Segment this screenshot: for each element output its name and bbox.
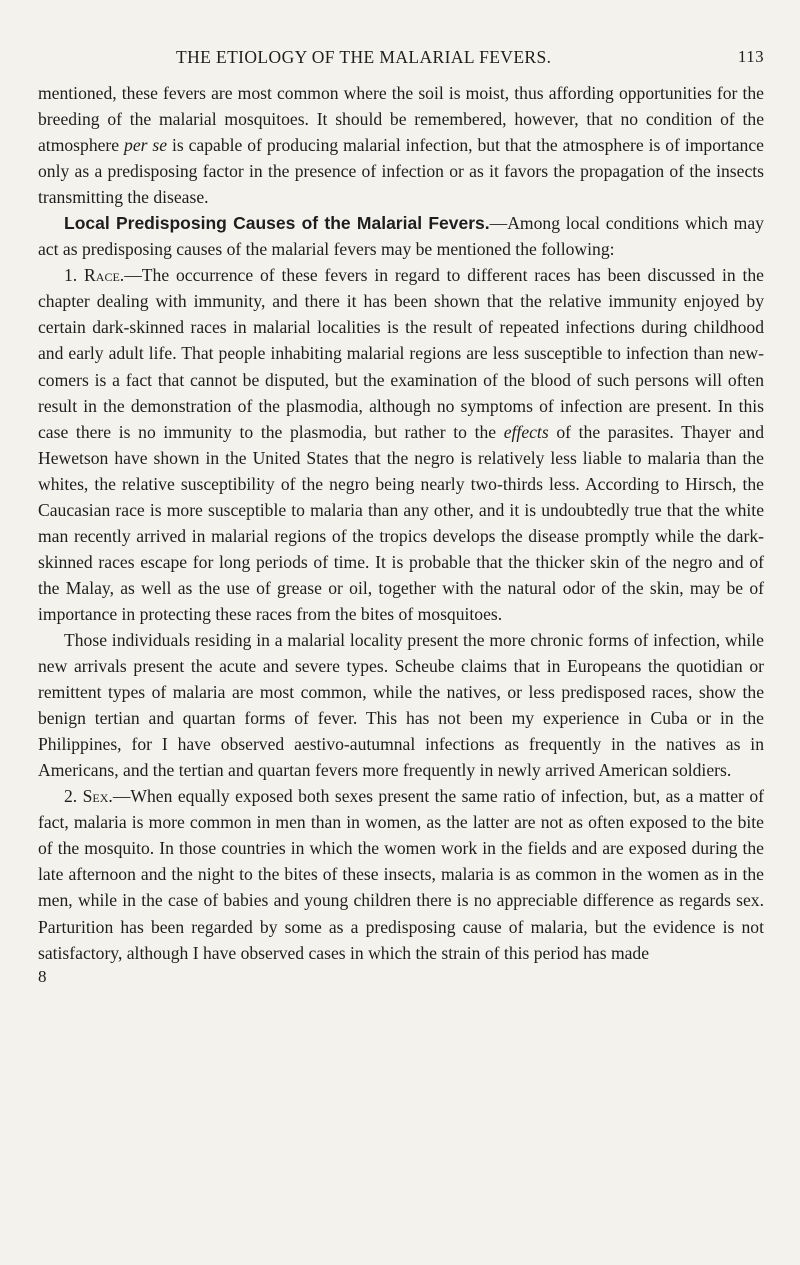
body-text xyxy=(38,80,764,988)
race-italic: effects xyxy=(503,421,549,442)
paragraph-2-text: —Among local conditions which may act as predisposing causes of the malarial fevers may be mentioned the following: xyxy=(38,213,764,260)
book-page xyxy=(38,0,764,988)
paragraph-1-italic: per se xyxy=(124,135,168,156)
paragraph-race xyxy=(38,262,764,627)
paragraph-4-text: Those individuals residing in a malarial locality present the more chronic forms of infection, while new arrivals present the acute and severe types. Scheube claims that in Europeans the quotidian or remittent types of malaria are most common, while the natives, or less predisposed races, show the benign tertian and quartan forms of fever. This has not been my experience in Cuba or in the Philippines, for I have observed aestivo-autumnal infections as frequently in the natives as in Americans, and the tertian and quartan fevers more frequently in newly arrived American soldiers. xyxy=(38,629,764,781)
race-text-a: —The occurrence of these fevers in regard to different races has been discussed in the chapter dealing with immunity, and there it has been shown that the relative immunity enjoyed by certain dark-skinned races in malarial localities is the result of repeated infections during childhood and early adult life. That people inhabiting malarial regions are less susceptible to infection than new-comers is a fact that cannot be disputed, but the examination of the blood of such persons will often result in the demonstration of the plasmodia, although no symptoms of infection are present. In this case there is no immunity to the plasmodia, but rather to the xyxy=(38,265,764,442)
race-text-b: of the parasites. Thayer and Hewetson have shown in the United States that the negro is relatively less liable to malaria than the whites, the relative susceptibility of the negro being nearly two-thirds less. According to Hirsch, the Caucasian race is more susceptible to malaria than any other, and it is undoubtedly true that the white man recently arrived in malarial regions of the tropics develops the disease promptly while the dark-skinned races escape for long periods of time. It is probable that the thicker skin of the negro and of the Malay, as well as the use of grease or oil, together with the natural odor of the skin, may be of importance in protecting these races from the bites of mosquitoes. xyxy=(38,421,765,624)
running-title: THE ETIOLOGY OF THE MALARIAL FEVERS. xyxy=(176,47,552,67)
paragraph-4 xyxy=(38,627,764,783)
paragraph-1 xyxy=(38,80,764,210)
section-heading: Local Predisposing Causes of the Malarial Fevers. xyxy=(64,213,490,234)
paragraph-sex xyxy=(38,783,764,965)
paragraph-1-text: mentioned, these fevers are most common where the soil is moist, thus affording opportunities for the breeding of the malarial mosquitoes. It should be remembered, however, that no condition of the atmosphere xyxy=(38,83,764,156)
paragraph-1-text-rest: is capable of producing malarial infection, but that the atmosphere is of importance only as a predisposing factor in the presence of infection or as it favors the propagation of the insects transmitting the disease. xyxy=(38,135,764,208)
race-label: 1. Race. xyxy=(64,265,125,286)
sex-label: 2. Sex. xyxy=(64,786,113,807)
signature-mark: 8 xyxy=(38,966,47,986)
sex-text: —When equally exposed both sexes present the same ratio of infection, but, as a matter of fact, malaria is more common in men than in women, as the latter are not as often exposed to the bite of the mosquito. In those countries in which the women work in the fields and are exposed during the late afternoon and the night to the bites of these insects, malaria is as common in the women as in the men, while in the case of babies and young children there is no appreciable difference as regards sex. Parturition has been regarded by some as a predisposing cause of malaria, but the evidence is not satisfactory, although I have observed cases in which the strain of this period has made xyxy=(38,786,764,963)
paragraph-2 xyxy=(38,210,764,262)
running-header xyxy=(38,0,764,80)
page-number: 113 xyxy=(737,47,764,66)
